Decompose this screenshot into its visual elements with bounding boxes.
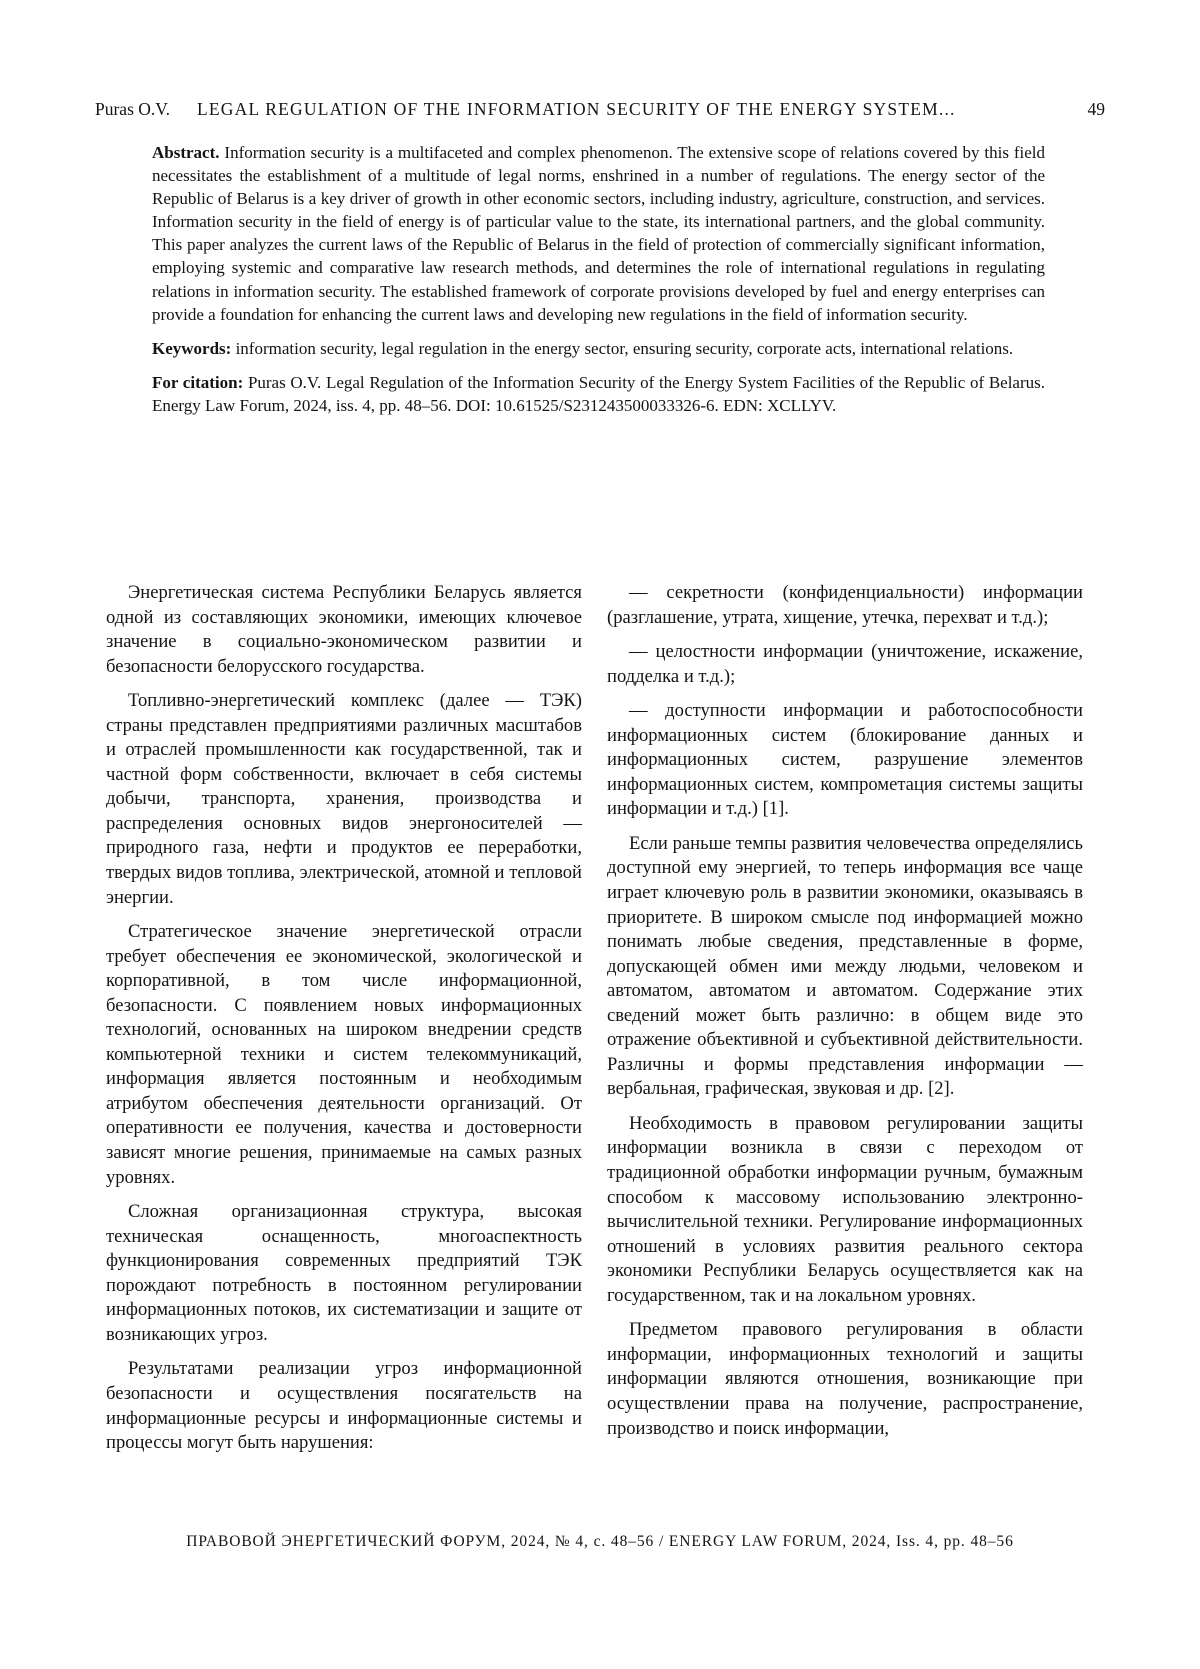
- citation-label: For citation:: [152, 372, 244, 392]
- running-head: [95, 96, 1105, 122]
- body-column-left: [106, 581, 582, 1466]
- abstract-text: Information security is a multifaceted and complex phenomenon. The extensive scope of relations covered by this field necessitates the establishment of a multitude of legal norms, enshrined in a number of regulations. The energy sector of the Republic of Belarus is a key driver of growth in other economic sectors, including industry, agriculture, construction, and services. Information security in the field of energy is of particular value to the state, its international partners, and the global community. This paper analyzes the current laws of the Republic of Belarus in the field of protection of commercially significant information, employing systemic and comparative law research methods, and determines the role of international regulations in regulating relations in information security. The established framework of corporate provisions developed by fuel and energy enterprises can provide a foundation for enhancing the current laws and developing new regulations in the field of information security.: [152, 143, 1045, 324]
- keywords-paragraph: [152, 337, 1045, 360]
- running-head-author: Puras O.V.: [95, 99, 171, 119]
- body-paragraph: Необходимость в правовом регулировании защиты информации возникла в связи с переходом от традиционной обработки информации ручным, бумажным способом к массовому использованию электронно-вычислительной техники. Регулирование информационных отношений в условиях развития реального сектора экономики Республики Беларусь осуществляется как на государственном, так и на локальном уровнях.: [607, 1112, 1083, 1306]
- page-number: 49: [1087, 99, 1105, 119]
- body-paragraph: Топливно-энергетический комплекс (далее — ТЭК) страны представлен предприятиями различных масштабов и отраслей промышленности как государственной, так и частной форм собственности, включает в себя системы добычи, транспорта, хранения, производства и распределения основных видов энергоносителей — природного газа, нефти и продуктов ее переработки, твердых видов топлива, электрической, атомной и тепловой энергии.: [106, 690, 582, 908]
- body-paragraph: Результатами реализации угроз информационной безопасности и осуществления посягательств на информационные ресурсы и информационные системы и процессы могут быть нарушения:: [106, 1358, 582, 1454]
- citation-text: Puras O.V. Legal Regulation of the Information Security of the Energy System Facilities of the Republic of Belarus. Energy Law Forum, 2024, iss. 4, pp. 48–56. DOI: 10.61525/S231243500033326-6. EDN: XCLLYV.: [152, 372, 1046, 415]
- body-paragraph: Предметом правового регулирования в области информации, информационных технологий и защиты информации являются отношения, возникающие при осуществлении права на получение, распространение, производство и поиск информации,: [607, 1319, 1083, 1439]
- body-column-right: [607, 581, 1083, 1451]
- body-paragraph: Если раньше темпы развития человечества определялись доступной ему энергией, то теперь информация все чаще играет ключевую роль в развитии экономики, оказываясь в приоритете. В широком смысле под информацией можно понимать любые сведения, представленные в форме, допускающей обмен ими между людьми, человеком и автоматом, автоматом и автоматом. Содержание этих сведений может быть различно: в общем виде это отражение объективной и субъективной действительности. Различны и формы представления информации — вербальная, графическая, звуковая и др. [2].: [607, 832, 1083, 1100]
- page-footer: ПРАВОВОЙ ЭНЕРГЕТИЧЕСКИЙ ФОРУМ, 2024, № 4, с. 48–56 / ENERGY LAW FORUM, 2024, Iss. 4, pp. 48–56: [186, 1533, 1014, 1550]
- body-paragraph: Сложная организационная структура, высокая техническая оснащенность, многоаспектность функционирования современных предприятий ТЭК порождают потребность в постоянном регулировании информационных потоков, их систематизации и защите от возникающих угроз.: [106, 1201, 582, 1345]
- keywords-label: Keywords:: [152, 338, 232, 358]
- abstract-label: Abstract.: [152, 143, 220, 162]
- body-paragraph: Энергетическая система Республики Беларусь является одной из составляющих экономики, имеющих ключевое значение в социально-экономическом развитии и безопасности белорусского государства.: [106, 582, 582, 677]
- abstract-paragraph: [152, 141, 1045, 326]
- citation-paragraph: [152, 371, 1045, 417]
- body-paragraph: — доступности информации и работоспособности информационных систем (блокирование данных и информационных систем, разрушение элементов информационных систем, компрометация системы защиты информации и т.д.) [1].: [607, 700, 1083, 820]
- abstract-block: [152, 141, 1045, 417]
- body-paragraph: — секретности (конфиденциальности) информации (разглашение, утрата, хищение, утечка, перехват и т.д.);: [607, 582, 1083, 628]
- body-paragraph: — целостности информации (уничтожение, искажение, подделка и т.д.);: [607, 641, 1083, 687]
- body-paragraph: Стратегическое значение энергетической отрасли требует обеспечения ее экономической, экологической и корпоративной, в том числе информационной, безопасности. С появлением новых информационных технологий, основанных на широком внедрении средств компьютерной техники и систем телекоммуникаций, информация является постоянным и необходимым атрибутом обеспечения деятельности организаций. От оперативности ее получения, качества и достоверности зависят многие решения, принимаемые на самых разных уровнях.: [106, 921, 582, 1188]
- keywords-text: information security, legal regulation in the energy sector, ensuring security, corporate acts, international relations.: [235, 338, 1014, 358]
- running-head-title: LEGAL REGULATION OF THE INFORMATION SECURITY OF THE ENERGY SYSTEM...: [197, 99, 956, 119]
